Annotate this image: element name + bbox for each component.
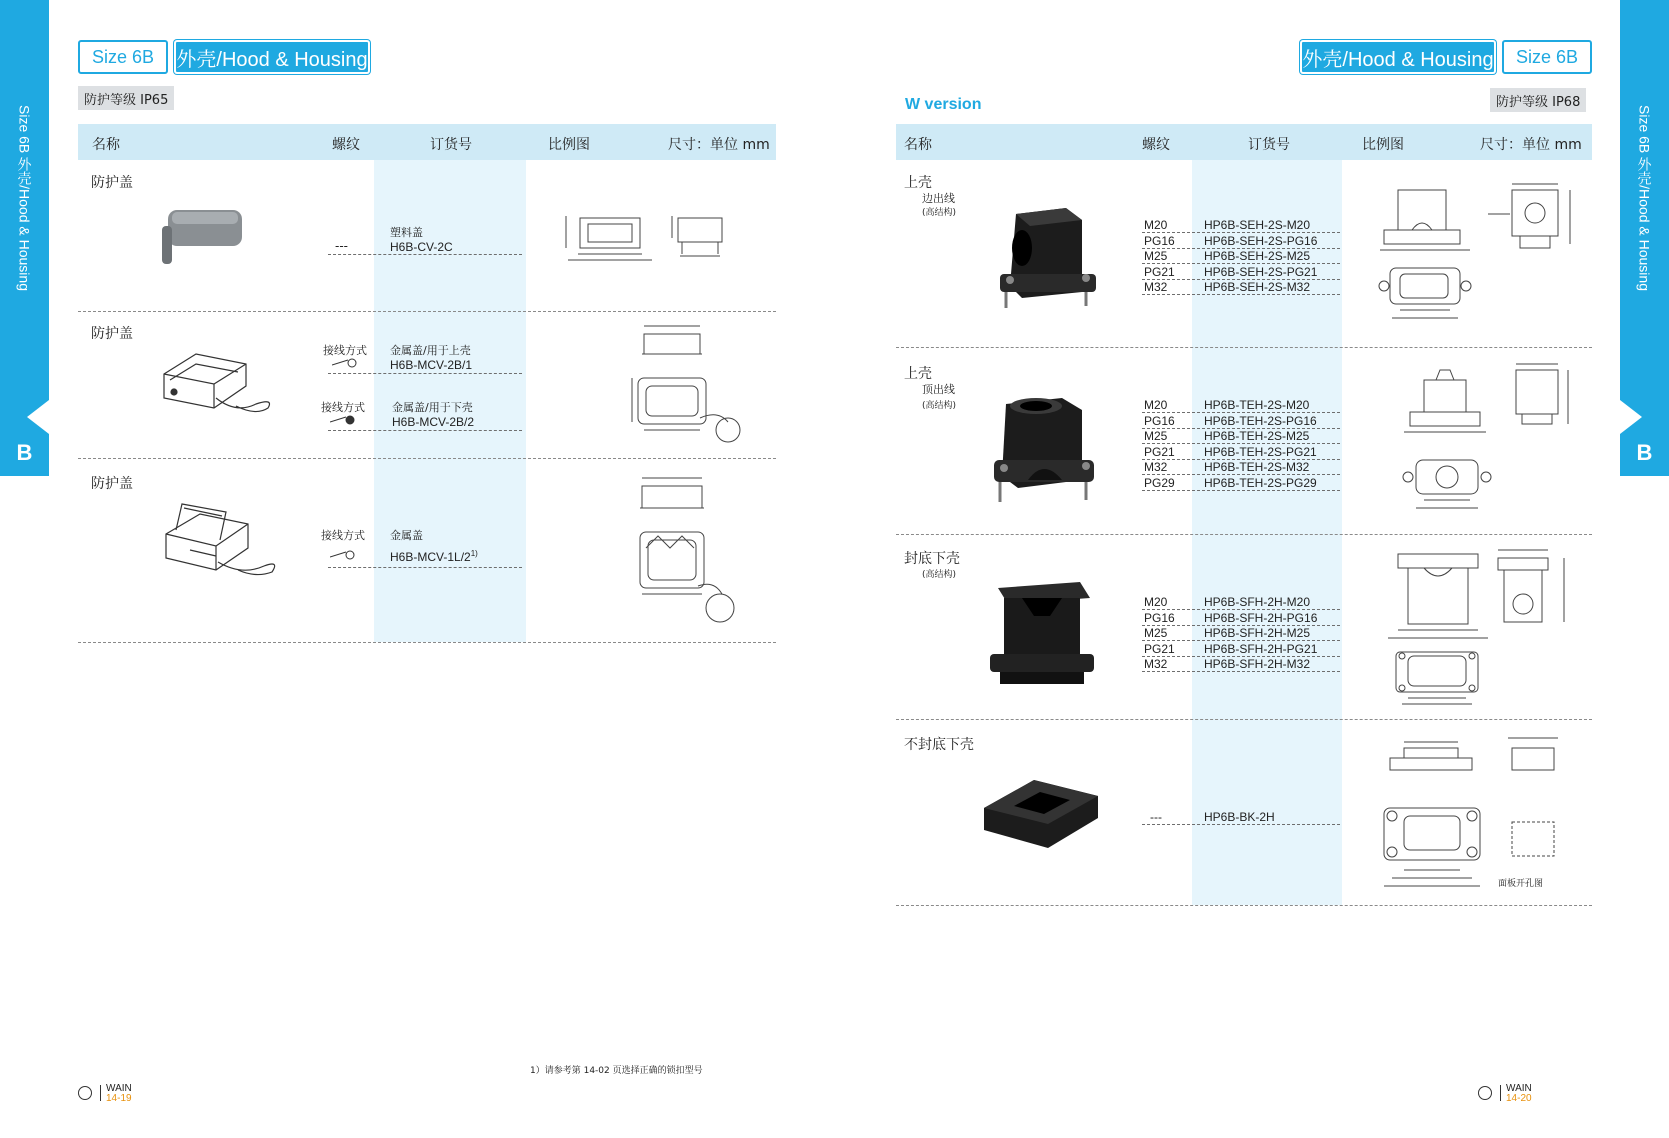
row1-order-code: H6B-CV-2C: [390, 240, 453, 254]
r-row1-name: 上壳: [904, 175, 932, 191]
item-underline: [1142, 294, 1340, 295]
order-code: HP6B-SFH-2H-PG21: [1204, 641, 1318, 656]
row1-dimension-drawing: [560, 210, 740, 268]
row2-desc-2: 金属盖/用于下壳: [392, 401, 473, 414]
thread-spec: PG29: [1144, 475, 1175, 490]
order-code: HP6B-SFH-2H-M32: [1204, 657, 1311, 671]
r-row1-dimension-drawing: [1370, 182, 1585, 330]
row2-order-code-2: H6B-MCV-2B/2: [392, 415, 475, 429]
panel-cutout-label: 面板开孔图: [1498, 879, 1544, 889]
row-divider: [896, 719, 1592, 720]
order-code: HP6B-SFH-2H-M25: [1204, 626, 1311, 640]
row2-name: 防护盖: [91, 326, 133, 342]
right-section-letter: B: [1636, 440, 1653, 465]
left-table-header: [78, 124, 776, 160]
side-entry-hood-photo: [996, 200, 1100, 310]
thread-spec: M32: [1144, 657, 1168, 671]
row-divider: [78, 642, 776, 643]
right-table-header: [896, 124, 1592, 160]
thread-spec: M20: [1144, 218, 1168, 232]
row3-order-code: H6B-MCV-1L/2$^{1)}$: [390, 549, 478, 564]
thread-spec: M25: [1144, 626, 1168, 640]
thread-spec: PG21: [1144, 444, 1175, 459]
row-divider: [896, 347, 1592, 348]
page-circle-icon: [78, 1086, 92, 1100]
order-code: HP6B-SFH-2H-PG16: [1204, 610, 1318, 625]
order-code: HP6B-SEH-2S-PG16: [1204, 233, 1318, 248]
wiring-pin-icon: [332, 356, 360, 370]
r-row4-name: 不封底下壳: [904, 737, 974, 753]
left-page-number: 14-19: [106, 1093, 132, 1104]
footnote: 1）请参考第 14-02 页选择正确的锁扣型号: [530, 1066, 703, 1076]
row3-name: 防护盖: [91, 476, 133, 492]
wiring-pin-filled-icon: [330, 413, 358, 427]
r-row1-sub1: 边出线: [922, 192, 955, 205]
row3-wiring-label: 接线方式: [321, 529, 365, 542]
r-row1-sub2: (高结构): [922, 208, 957, 218]
right-page-number: 14-20: [1506, 1093, 1532, 1104]
w-version-label: W version: [905, 96, 982, 113]
order-code: HP6B-BK-2H: [1204, 810, 1275, 824]
row2-desc-1: 金属盖/用于上壳: [390, 344, 471, 357]
metal-cover-photo: [156, 346, 276, 416]
left-brand: WAIN: [106, 1083, 132, 1094]
thread-spec: PG21: [1144, 641, 1175, 656]
left-side-tab: [0, 0, 49, 476]
left-side-tab-label: Size 6B 外壳/Hood & Housing: [16, 105, 33, 291]
thread-spec: M25: [1144, 429, 1168, 443]
thread-spec: PG16: [1144, 233, 1175, 248]
row3-desc: 金属盖: [390, 529, 423, 542]
row2-wiring-label-1: 接线方式: [323, 344, 367, 357]
page-circle-icon: [1478, 1086, 1492, 1100]
order-code: HP6B-SFH-2H-M20: [1204, 595, 1311, 609]
size-6b-button-right[interactable]: Size 6B: [1502, 40, 1592, 74]
header-dim: 尺寸：单位 mm: [668, 137, 770, 153]
left-section-letter: B: [16, 440, 33, 465]
item-underline: [1142, 671, 1340, 672]
order-code: HP6B-TEH-2S-PG16: [1204, 413, 1317, 428]
r-row3-name: 封底下壳: [904, 551, 960, 567]
size-6b-button-left[interactable]: Size 6B: [78, 40, 168, 74]
header-order: 订货号: [1248, 137, 1290, 153]
ip68-grade-label: 防护等级 IP68: [1490, 88, 1586, 112]
open-base-housing-photo: [978, 774, 1104, 854]
plastic-cover-photo: [156, 204, 252, 270]
order-code: HP6B-SEH-2S-M25: [1204, 249, 1311, 263]
r-row2-sub1: 顶出线: [922, 383, 955, 396]
row-divider: [896, 534, 1592, 535]
row3-dimension-drawing: [628, 470, 754, 630]
r-row2-name: 上壳: [904, 366, 932, 382]
header-scale: 比例图: [548, 137, 590, 153]
row1-name: 防护盖: [91, 175, 133, 191]
header-scale: 比例图: [1362, 137, 1404, 153]
row2-wiring-label-2: 接线方式: [321, 401, 365, 414]
hood-housing-button-left[interactable]: 外壳/Hood & Housing: [174, 40, 370, 74]
order-code: HP6B-TEH-2S-M32: [1204, 460, 1310, 474]
header-thread: 螺纹: [1142, 137, 1170, 153]
row-divider: [78, 311, 776, 312]
order-code: HP6B-TEH-2S-PG21: [1204, 444, 1317, 459]
thread-spec: PG16: [1144, 413, 1175, 428]
order-code: HP6B-SEH-2S-PG21: [1204, 264, 1318, 279]
thread-spec: M25: [1144, 249, 1168, 263]
right-side-tab-label: Size 6B 外壳/Hood & Housing: [1636, 105, 1653, 291]
thread-spec: M20: [1144, 398, 1168, 412]
right-side-tab: [1620, 0, 1669, 476]
metal-cover-latch-photo: [156, 500, 282, 580]
header-order: 订货号: [430, 137, 472, 153]
thread-spec: PG16: [1144, 610, 1175, 625]
thread-spec: M32: [1144, 460, 1168, 474]
closed-base-housing-photo: [990, 574, 1094, 688]
r-row3-sub1: (高结构): [922, 570, 957, 580]
row-divider: [78, 458, 776, 459]
row1-thread: ---: [335, 239, 348, 253]
row2-dimension-drawing: [628, 318, 748, 448]
header-name: 名称: [92, 137, 120, 153]
thread-spec: M32: [1144, 280, 1168, 294]
ip65-grade-label: 防护等级 IP65: [78, 86, 174, 110]
order-code: HP6B-SEH-2S-M20: [1204, 218, 1311, 232]
top-entry-hood-photo: [990, 390, 1100, 506]
wiring-pin-icon: [330, 548, 358, 562]
row2-order-code-1: H6B-MCV-2B/1: [390, 358, 473, 372]
r-row2-dimension-drawing: [1390, 362, 1585, 518]
thread-spec: M20: [1144, 595, 1168, 609]
row-divider: [896, 905, 1592, 906]
header-name: 名称: [904, 137, 932, 153]
r-row2-sub2: (高结构): [922, 401, 957, 411]
thread-spec: ---: [1150, 810, 1162, 824]
header-thread: 螺纹: [332, 137, 360, 153]
row1-desc: 塑料盖: [390, 226, 423, 239]
order-code: HP6B-TEH-2S-PG29: [1204, 475, 1317, 490]
order-code: HP6B-TEH-2S-M20: [1204, 398, 1310, 412]
hood-housing-button-right[interactable]: 外壳/Hood & Housing: [1300, 40, 1496, 74]
r-row3-dimension-drawing: [1378, 544, 1585, 714]
right-brand: WAIN: [1506, 1083, 1532, 1094]
thread-spec: PG21: [1144, 264, 1175, 279]
item-underline: [1142, 490, 1340, 491]
order-code: HP6B-TEH-2S-M25: [1204, 429, 1310, 443]
order-code: HP6B-SEH-2S-M32: [1204, 280, 1311, 294]
header-dim: 尺寸：单位 mm: [1480, 137, 1582, 153]
r-row4-dimension-drawing: [1360, 730, 1585, 895]
item-underline: [1142, 824, 1340, 825]
